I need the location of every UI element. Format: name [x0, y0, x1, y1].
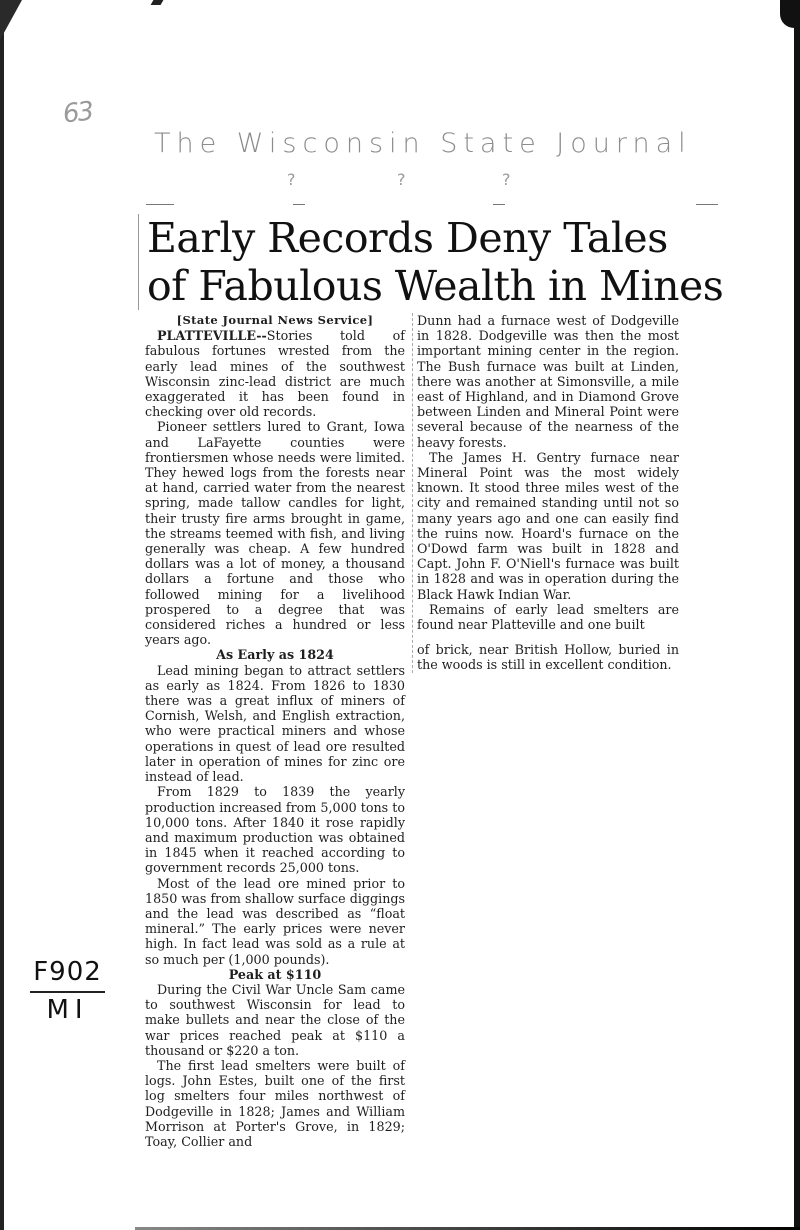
article-column-right: [412, 313, 679, 673]
article-paragraph: Lead mining began to attract settlers as early as 1824. From 1826 to 1830 there was a great influx of miners of Cornish, Welsh, and English extraction, who were practical miners and whose operations in quest of lead ore resulted later in operation of mines for zinc ore instead of lead.: [145, 662, 405, 785]
newspaper-masthead: The Wisconsin State Journal: [154, 128, 692, 159]
headline-line: Early Records Deny Tales: [147, 214, 668, 262]
article-paragraph: Remains of early lead smelters are found near Platteville and one built: [417, 601, 679, 633]
article-paragraph: Pioneer settlers lured to Grant, Iowa and LaFayette counties were frontiersmen whose needs were limited. They hewed logs from the forests near at hand, carried water from the nearest spring, made tallow candles for light, their trusty fire arms brought in game, the streams teemed with fish, and living generally was cheap. A few hundred dollars was a lot of money, a thousand dollars a fortune and those who followed mining for a livelihood prospered to a degree that was considered riches a hundred or less years ago.: [145, 419, 405, 648]
article-paragraph: of brick, near British Hollow, buried in the woods is still in excellent condition.: [417, 642, 679, 673]
call-number-top: F902: [30, 955, 105, 993]
headline-line: of Fabulous Wealth in Mines: [147, 262, 724, 310]
query-mark: ?: [287, 170, 296, 189]
scan-notch: [151, 0, 164, 5]
subhead: As Early as 1824: [216, 647, 334, 663]
article-paragraph: Most of the lead ore mined prior to 1850 was from shallow surface diggings and the lead was described as “float mineral.” The early prices were never high. In fact lead was sold as a rule at so much per (1,000 pounds).: [145, 875, 405, 967]
article-headline: [138, 214, 797, 310]
divider: [696, 204, 718, 205]
clipping-gap: [417, 632, 679, 642]
divider: [146, 204, 174, 205]
scan-corner-shadow: [0, 0, 22, 40]
article-paragraph: The first lead smelters were built of logs. John Estes, built one of the first log smelters four miles northwest of Dodgeville in 1828; James and William Morrison at Porter's Grove, in 1829; Toay, Collier and: [145, 1057, 405, 1149]
query-mark: ?: [397, 170, 406, 189]
article-paragraph: The James H. Gentry furnace near Mineral Point was the most widely known. It stood three miles west of the city and remained standing until not so many years ago and one can easily find the ruins now. Hoard's furnace on the O'Dowd farm was built in 1828 and Capt. John F. O'Niell's furnace was built in 1828 and was in operation during the Black Hawk Indian War.: [417, 449, 679, 602]
news-service-credit: [State Journal News Service]: [176, 313, 374, 327]
query-mark: ?: [502, 170, 511, 189]
handwritten-call-number: [30, 955, 105, 1027]
scan-edge-left: [0, 0, 4, 1230]
handwritten-page-number: 63: [61, 96, 94, 130]
divider: [493, 204, 505, 205]
article-paragraph: PLATTEVILLE--Stories told of fabulous fortunes wrested from the early lead mines of the southwest Wisconsin zinc-lead district are much exaggerated it has been found in checking over old records.: [145, 328, 405, 420]
subhead: Peak at $110: [228, 966, 322, 982]
scan-corner-shadow: [780, 0, 794, 28]
article-column-left: [145, 313, 405, 1149]
article-paragraph: From 1829 to 1839 the yearly production increased from 5,000 tons to 10,000 tons. After 1840 it rose rapidly and maximum production was obtained in 1845 when it reached according to government records 25,000 tons.: [145, 784, 405, 876]
call-number-bottom: MI: [46, 995, 89, 1025]
scan-edge-right: [794, 0, 800, 1230]
article-paragraph: During the Civil War Uncle Sam came to southwest Wisconsin for lead to make bullets and near the close of the war prices reached peak at $110 a thousand or $220 a ton.: [145, 981, 405, 1058]
dateline: PLATTEVILLE--: [157, 328, 267, 344]
article-paragraph: Dunn had a furnace west of Dodgeville in 1828. Dodgeville was then the most important mining center in the region. The Bush furnace was built at Linden, there was another at Simonsville, a mile east of Highland, and in Diamond Grove between Linden and Mineral Point were several because of the nearness of the heavy forests.: [417, 313, 679, 450]
divider: [293, 204, 305, 205]
